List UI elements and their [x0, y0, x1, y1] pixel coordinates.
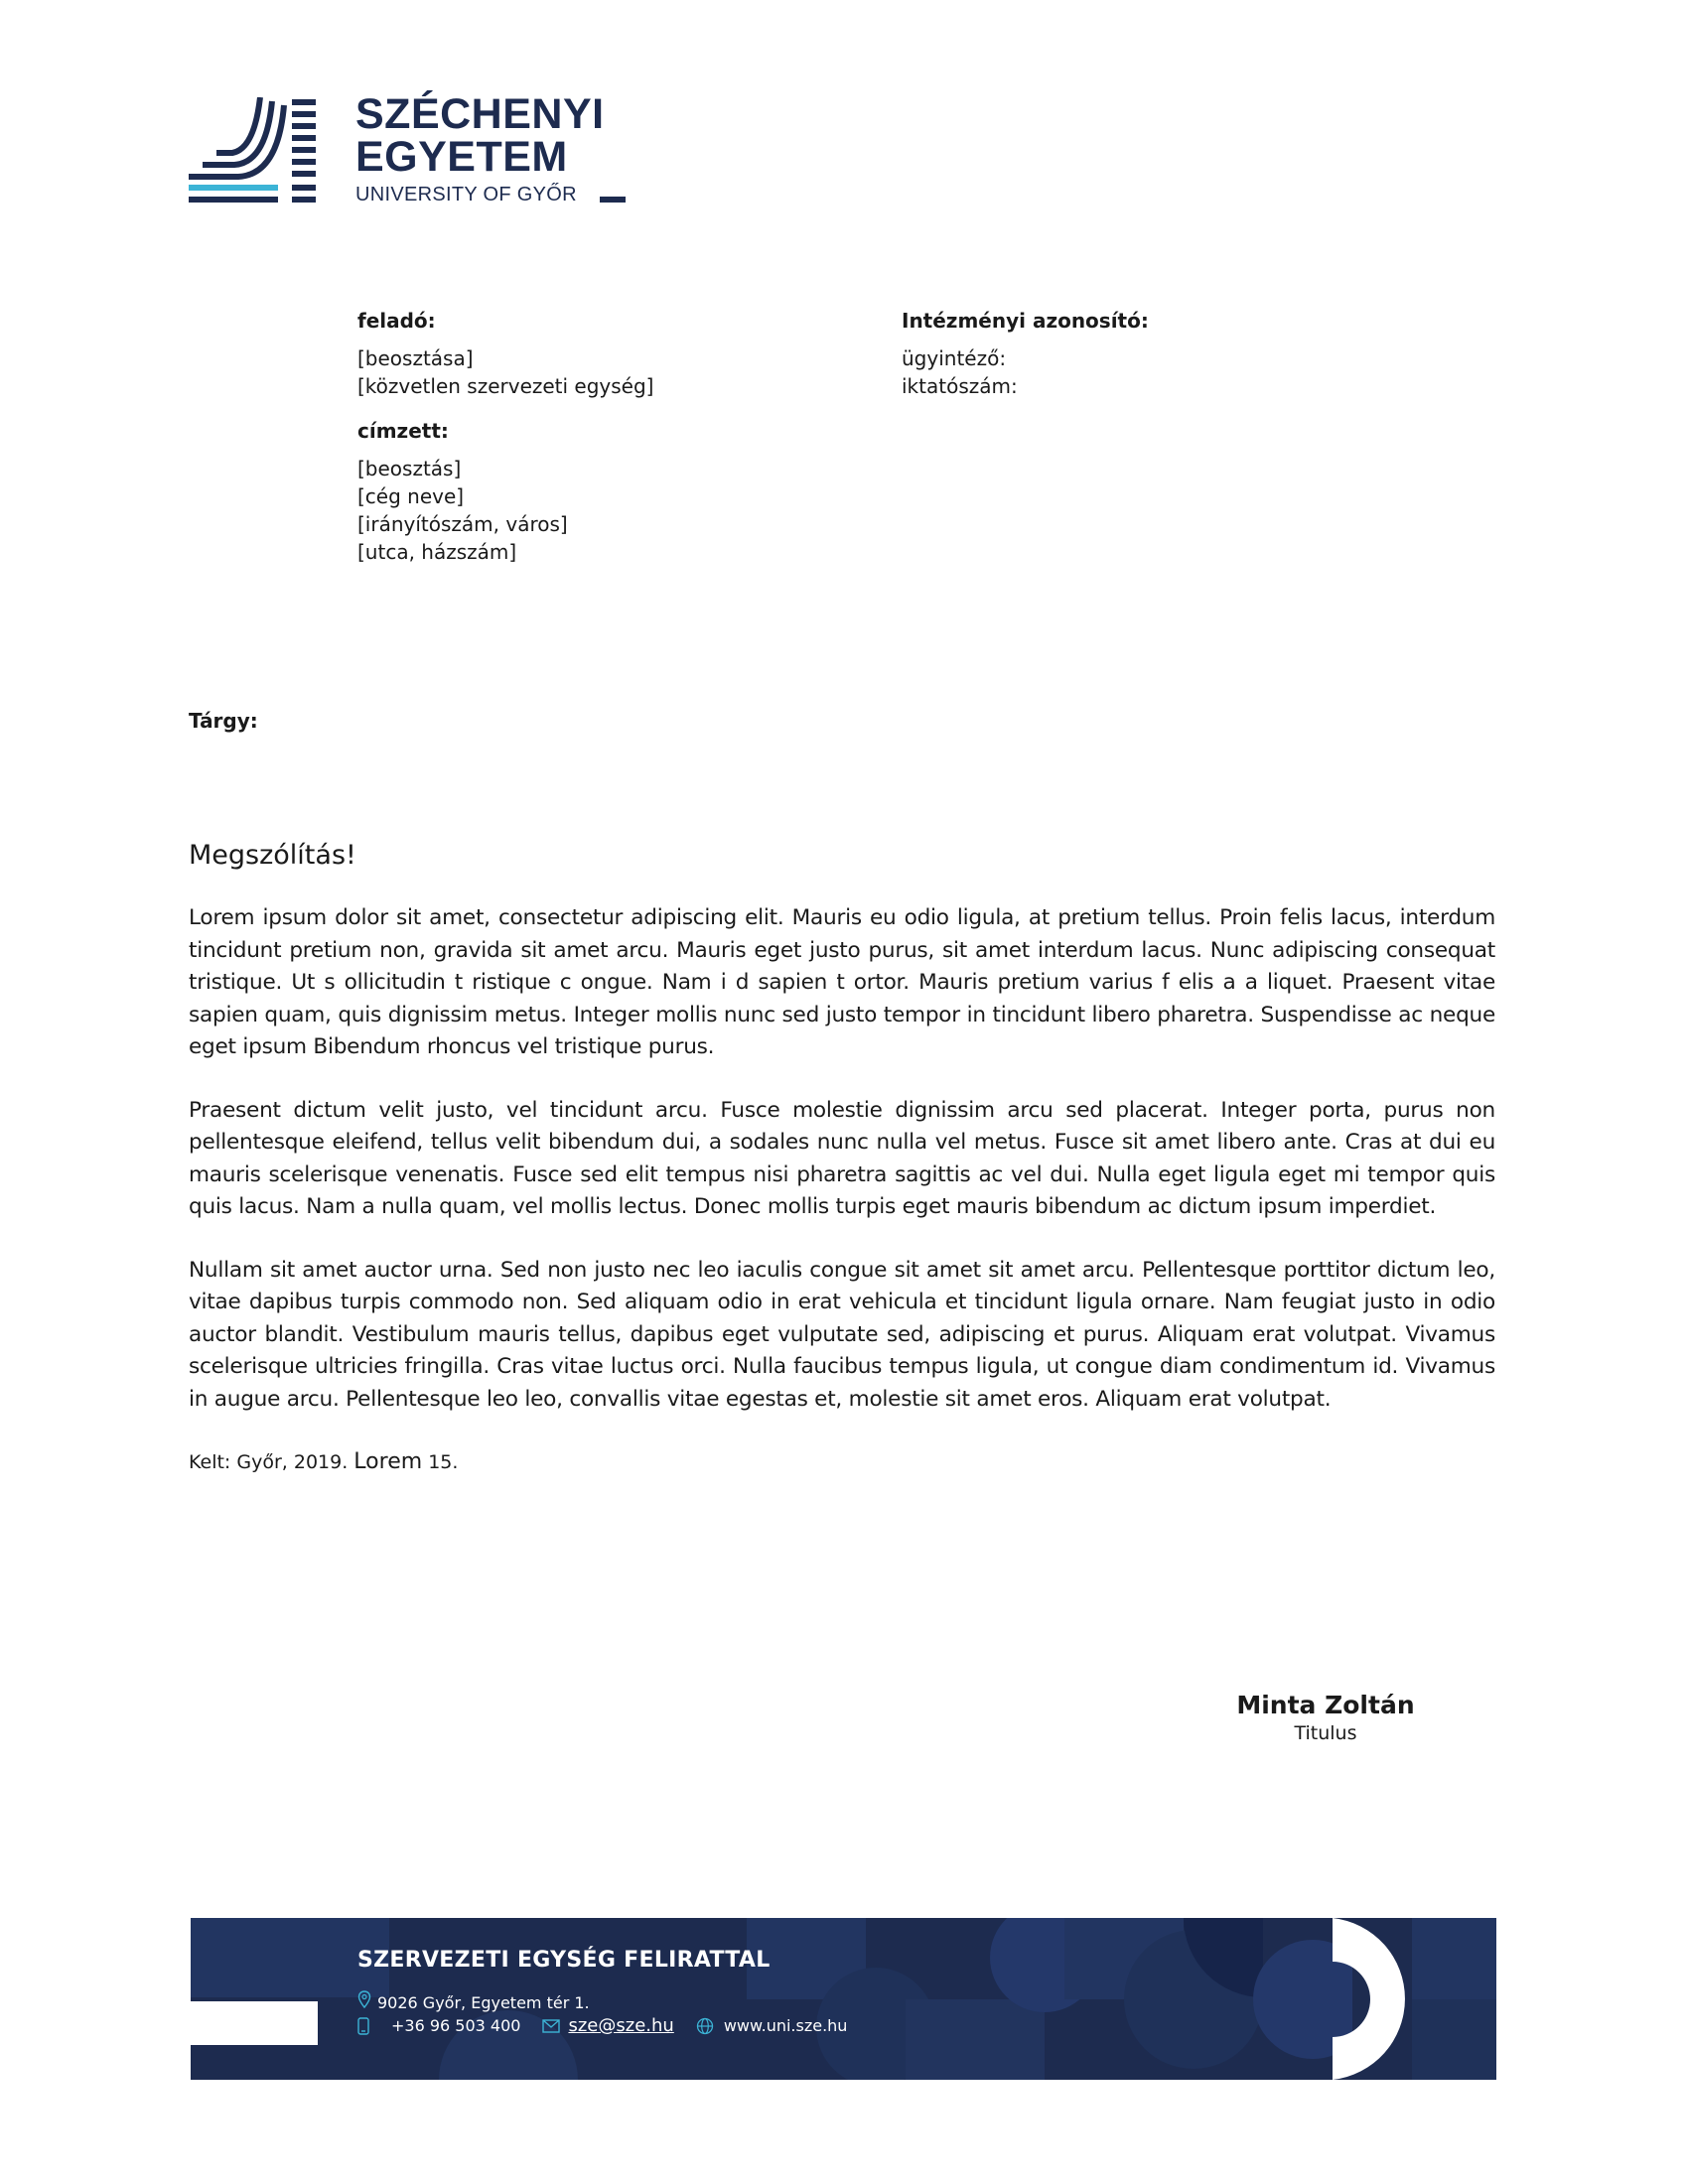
sender-unit: [közvetlen szervezeti egység] — [357, 374, 654, 398]
location-icon — [357, 1990, 371, 2008]
recipient-street: [utca, házszám] — [357, 540, 517, 564]
sender-position: [beosztása] — [357, 346, 474, 370]
date-month: Lorem — [353, 1449, 423, 1474]
sender-block — [357, 307, 654, 400]
university-logo-text — [355, 90, 605, 206]
date-day: 15. — [428, 1451, 459, 1473]
footer-contacts — [357, 2015, 869, 2036]
case-officer-label: ügyintéző: — [902, 346, 1007, 370]
footer-banner — [191, 1918, 1496, 2080]
recipient-label: címzett: — [357, 419, 449, 443]
logo-line-3: UNIVERSITY OF GYŐR — [355, 184, 577, 205]
footer-title: SZERVEZETI EGYSÉG FELIRATTAL — [357, 1948, 771, 1973]
registry-number-label: iktatószám: — [902, 374, 1018, 398]
footer-email[interactable] — [542, 2015, 673, 2036]
institution-block — [902, 307, 1149, 400]
date-prefix: Kelt: Győr, 2019. — [189, 1451, 349, 1473]
recipient-block — [357, 417, 568, 566]
footer-white-bar — [191, 2001, 318, 2045]
subject-label: Tárgy: — [189, 709, 258, 733]
footer-website[interactable] — [696, 2016, 848, 2035]
globe-icon — [696, 2017, 714, 2035]
institution-label: Intézményi azonosító: — [902, 309, 1149, 333]
footer-phone — [357, 2016, 520, 2035]
footer-email-link[interactable]: sze@sze.hu — [568, 2015, 674, 2036]
mail-icon — [542, 2019, 560, 2033]
paragraph: Nullam sit amet auctor urna. Sed non justo nec leo iaculis congue sit amet sit amet arcu. Pellentesque porttitor dictum leo, vitae dapibus turpis commodo non. Sed aliquam odio in erat vehicula et tincidunt ligula ornare. Nam feugiat justo in odio auctor blandit. Vestibulum mauris tellus, dapibus eget vulputate sed, adipiscing et purus. Aliquam erat volutpat. Vivamus scelerisque ultricies fringilla. Cras vitae luctus orci. Nulla faucibus tempus ligula, ut congue diam condimentum id. Vivamus in augue arcu. Pellentesque leo leo, convallis vitae egestas et, molestie sit amet eros. Aliquam erat volutpat. — [189, 1257, 1495, 1412]
signature-block — [1231, 1691, 1420, 1746]
footer-phone-text: +36 96 503 400 — [391, 2016, 521, 2035]
recipient-city: [irányítószám, város] — [357, 512, 568, 536]
footer-address-text: 9026 Győr, Egyetem tér 1. — [377, 1993, 590, 2012]
recipient-company: [cég neve] — [357, 484, 465, 508]
footer-website-link[interactable]: www.uni.sze.hu — [723, 2016, 848, 2035]
paragraph: Praesent dictum velit justo, vel tincidunt arcu. Fusce molestie dignissim arcu sed placerat. Integer porta, purus non pellentesque eleifend, tellus velit bibendum dui, a sodales nunc nulla vel metus. Fusce sit amet libero ante. Cras at dui eu mauris scelerisque venenatis. Fusce sed elit tempus nisi pharetra sagittis ac vel dui. Nulla eget ligula eget mi tempor quis quis lacus. Nam a nulla quam, vel mollis lectus. Donec mollis turpis eget mauris bibendum ac dictum ipsum imperdiet. — [189, 1097, 1495, 1219]
logo-line-1: SZÉCHENYI — [355, 90, 605, 138]
date-line — [189, 1449, 458, 1474]
letter-body — [189, 902, 1495, 1446]
signer-title: Titulus — [1294, 1722, 1357, 1744]
logo-dash — [600, 197, 626, 203]
footer-address — [357, 1990, 590, 2012]
salutation: Megszólítás! — [189, 840, 356, 871]
university-logo-mark-icon — [189, 97, 320, 205]
phone-icon — [357, 2017, 369, 2035]
logo-line-2: EGYETEM — [355, 133, 568, 181]
signer-name: Minta Zoltán — [1236, 1691, 1415, 1719]
recipient-position: [beosztás] — [357, 457, 462, 480]
sender-label: feladó: — [357, 309, 436, 333]
paragraph: Lorem ipsum dolor sit amet, consectetur adipiscing elit. Mauris eu odio ligula, at pretium tellus. Proin felis lacus, interdum tincidunt pretium non, gravida sit amet arcu. Mauris eget justo purus, sit amet interdum lacus. Nunc adipiscing consequat tristique. Ut s ollicitudin t ristique c ongue. Nam i d sapien t ortor. Mauris pretium varius f elis a a liquet. Praesent vitae sapien quam, quis dignissim metus. Integer mollis nunc sed justo tempor in tincidunt libero pharetra. Suspendisse ac neque eget ipsum Bibendum rhoncus vel tristique purus. — [189, 905, 1495, 1059]
